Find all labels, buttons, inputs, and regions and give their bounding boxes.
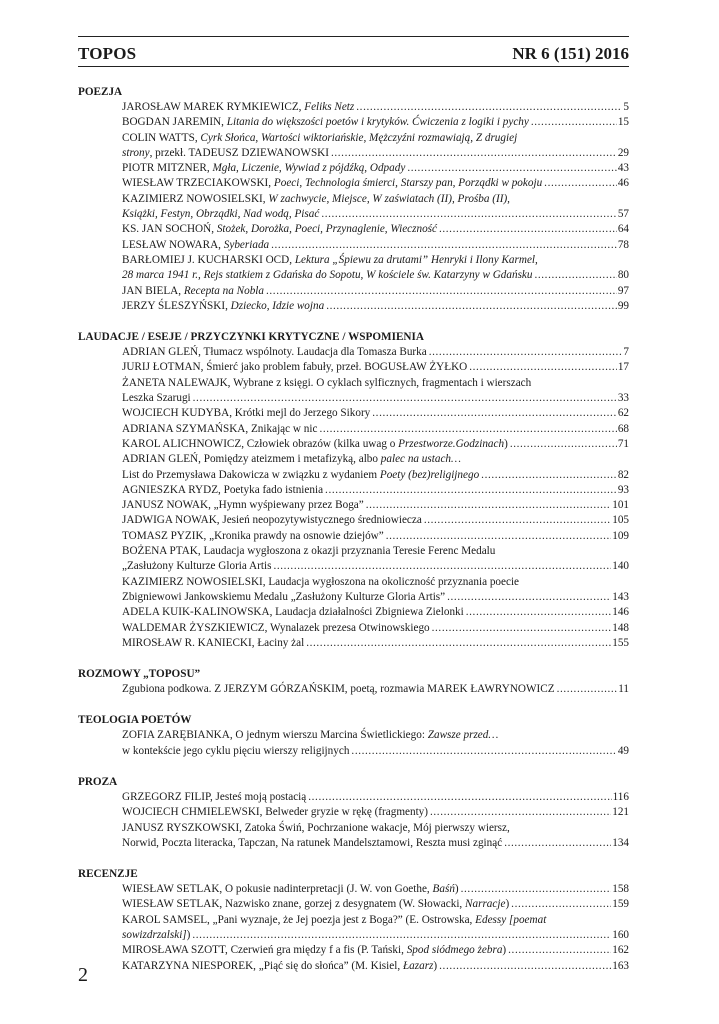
entry-page-number: 64 bbox=[617, 223, 629, 236]
italic-title: Recepta na Nobla bbox=[183, 284, 265, 297]
toc-entry bbox=[78, 238, 629, 253]
dot-leader bbox=[269, 238, 617, 253]
entry-page-number: 105 bbox=[612, 514, 629, 527]
entry-text-segment: JERZY ŚLESZYŃSKI, bbox=[122, 299, 231, 312]
toc-entry bbox=[78, 529, 629, 544]
entry-text-segment: BOGDAN JAREMIN, bbox=[122, 116, 227, 129]
entry-text-segment: ) bbox=[454, 883, 459, 896]
toc-entry-line bbox=[122, 238, 629, 253]
issue-number: NR 6 (151) 2016 bbox=[512, 44, 629, 63]
dot-leader bbox=[506, 943, 611, 958]
toc-entry-line bbox=[122, 468, 629, 483]
entry-text bbox=[122, 882, 459, 897]
entry-text-segment: ZOFIA ZARĘBIANKA, O jednym wierszu Marcina Świetlickiego: bbox=[122, 729, 428, 742]
dot-leader bbox=[502, 836, 611, 851]
toc-entry-line bbox=[122, 376, 629, 391]
entry-text bbox=[122, 193, 510, 205]
entry-text-segment: MIROSŁAWA SZOTT, Czerwień gra między f a fis (P. Tański, bbox=[122, 944, 407, 957]
entry-text-segment: Leszka Szarugi bbox=[122, 392, 191, 405]
toc-entry-line bbox=[122, 728, 629, 743]
entry-text bbox=[122, 621, 430, 636]
italic-title: Stożek, Dorożka, Poeci, Przynaglenie, Wieczność bbox=[216, 223, 437, 236]
dot-leader bbox=[323, 483, 617, 498]
dot-leader bbox=[304, 636, 611, 651]
entry-page-number: 93 bbox=[617, 483, 629, 496]
entry-text-segment: KAZIMIERZ NOWOSIELSKI, Laudacja wygłoszona na okoliczność przyznania poecie bbox=[122, 575, 520, 588]
toc-entry-line bbox=[122, 299, 629, 314]
entry-text bbox=[122, 897, 509, 912]
entry-text-segment: GRZEGORZ FILIP, Jesteś moją postacią bbox=[122, 790, 307, 803]
entry-page-number: 46 bbox=[617, 177, 629, 190]
italic-title: strony bbox=[122, 146, 150, 159]
entry-text bbox=[122, 636, 304, 651]
toc-entry bbox=[78, 100, 629, 115]
entry-text-segment: JURIJ ŁOTMAN, Śmierć jako problem fabuły, przeł. BOGUSŁAW ŻYŁKO bbox=[122, 361, 468, 374]
entry-text bbox=[122, 576, 519, 588]
toc-entry bbox=[78, 115, 629, 130]
entry-page-number: 97 bbox=[617, 284, 629, 297]
entry-text bbox=[122, 729, 498, 741]
entry-text bbox=[122, 268, 532, 283]
entry-text-segment: PIOTR MITZNER, bbox=[122, 162, 213, 175]
entry-text bbox=[122, 238, 269, 253]
dot-leader bbox=[532, 268, 616, 283]
entry-text bbox=[122, 682, 555, 697]
section-title: TEOLOGIA POETÓW bbox=[78, 714, 192, 727]
entry-text bbox=[122, 943, 506, 958]
entry-page-number: 29 bbox=[617, 146, 629, 159]
entry-page-number: 159 bbox=[612, 898, 629, 911]
entry-text bbox=[122, 345, 427, 360]
toc-section bbox=[78, 774, 629, 851]
toc-entry-line bbox=[122, 575, 629, 590]
toc-entry-line bbox=[122, 253, 629, 268]
entry-text-segment: ) bbox=[186, 929, 191, 942]
entry-page-number: 17 bbox=[617, 361, 629, 374]
toc-entry bbox=[78, 621, 629, 636]
toc-entry-line bbox=[122, 882, 629, 897]
dot-leader bbox=[190, 928, 611, 943]
entry-text-segment: JANUSZ NOWAK, „Hymn wyśpiewany przez Boga” bbox=[122, 499, 364, 512]
toc-entry-line bbox=[122, 682, 629, 697]
toc-entry-line bbox=[122, 115, 629, 130]
dot-leader bbox=[508, 437, 617, 452]
toc-entry bbox=[78, 452, 629, 483]
toc-entry bbox=[78, 513, 629, 528]
toc-entry-line bbox=[122, 406, 629, 421]
entry-text bbox=[122, 176, 542, 191]
toc-entry-line bbox=[122, 605, 629, 620]
toc-entry bbox=[78, 161, 629, 176]
dot-leader bbox=[428, 805, 611, 820]
entry-text-segment: BOŻENA PTAK, Laudacja wygłoszona z okazji przyznania Teresie Ferenc Medalu bbox=[122, 545, 496, 558]
toc-entry bbox=[78, 544, 629, 575]
entry-text-segment: AGNIESZKA RYDZ, Poetyka fado istnienia bbox=[122, 483, 324, 496]
entry-text-segment: WALDEMAR ŻYSZKIEWICZ, Wynalazek prezesa Otwinowskiego bbox=[122, 621, 430, 634]
toc-entry bbox=[78, 805, 629, 820]
entry-text-segment: KAROL ALICHNOWICZ, Człowiek obrazów (kilka uwag o bbox=[122, 437, 399, 450]
toc-entry-line bbox=[122, 345, 629, 360]
toc-entry-line bbox=[122, 513, 629, 528]
italic-title: Łazarz bbox=[402, 959, 434, 972]
dot-leader bbox=[384, 529, 612, 544]
entry-page-number: 140 bbox=[612, 560, 629, 573]
toc-entry-line bbox=[122, 805, 629, 820]
toc-entry-line bbox=[122, 559, 629, 574]
italic-title: Poeci, Technologia śmierci, Starszy pan, Porządki w pokoju bbox=[273, 177, 543, 190]
entry-text-segment: COLIN WATTS, bbox=[122, 131, 201, 144]
italic-title: Baśń bbox=[432, 883, 455, 896]
entry-text bbox=[122, 529, 384, 544]
entry-text-segment: Norwid, Poczta literacka, Tapczan, Na ratunek Mandelsztamowi, Reszta musi zginąć bbox=[122, 836, 503, 849]
journal-title: TOPOS bbox=[78, 44, 137, 63]
italic-title: Narracje bbox=[465, 898, 506, 911]
entry-text-segment: Zgubiona podkowa. Z JERZYM GÓRZAŃSKIM, poetą, rozmawia MAREK ŁAWRYNOWICZ bbox=[122, 683, 555, 696]
toc-entry-line bbox=[122, 437, 629, 452]
entry-page-number: 78 bbox=[617, 238, 629, 251]
entry-text bbox=[122, 100, 354, 115]
entry-text-segment: BARŁOMIEJ J. KUCHARSKI OCD, bbox=[122, 253, 295, 266]
page-number: 2 bbox=[78, 964, 88, 986]
entry-text-segment: ŻANETA NALEWAJK, Wybrane z księgi. O cyklach sylficznych, fragmentach i wierszach bbox=[122, 376, 532, 389]
entry-page-number: 49 bbox=[617, 744, 629, 757]
dot-leader bbox=[459, 882, 612, 897]
toc-entry bbox=[78, 821, 629, 852]
entry-text-segment: , przekł. TADEUSZ DZIEWANOWSKI bbox=[149, 146, 329, 159]
dot-leader bbox=[317, 422, 616, 437]
entry-text bbox=[122, 836, 502, 851]
dot-leader bbox=[542, 176, 617, 191]
italic-title: Zawsze przed… bbox=[427, 729, 499, 742]
toc-entry bbox=[78, 376, 629, 407]
toc-entry-line bbox=[122, 636, 629, 651]
italic-title: Syberiada bbox=[223, 238, 270, 251]
toc-entry-line bbox=[122, 391, 629, 406]
entry-text bbox=[122, 146, 329, 161]
toc-entry-line bbox=[122, 529, 629, 544]
running-header bbox=[78, 44, 629, 66]
entry-text-segment: ) bbox=[504, 437, 508, 450]
section-title: RECENZJE bbox=[78, 868, 138, 881]
entry-text bbox=[122, 468, 479, 483]
toc-entry bbox=[78, 131, 629, 162]
entry-page-number: 163 bbox=[612, 959, 629, 972]
dot-leader bbox=[354, 100, 622, 115]
italic-title: palec na ustach… bbox=[380, 453, 461, 466]
toc-entry bbox=[78, 913, 629, 944]
toc-entry bbox=[78, 636, 629, 651]
entry-text bbox=[122, 391, 191, 406]
entry-text bbox=[122, 222, 437, 237]
toc-entry-line bbox=[122, 207, 629, 222]
dot-leader bbox=[329, 146, 617, 161]
toc-section bbox=[78, 712, 629, 759]
entry-text-segment: MIROSŁAW R. KANIECKI, Łaciny żal bbox=[122, 636, 305, 649]
toc-entry-line bbox=[122, 897, 629, 912]
italic-title: Litania do większości poetów i krytyków. Ćwiczenia z logiki i pychy bbox=[226, 116, 529, 129]
toc-entry bbox=[78, 882, 629, 897]
section-title: ROZMOWY „TOPOSU” bbox=[78, 668, 201, 681]
italic-title: Lektura „Śpiewu za drutami” Henryki i Ilony Karmel, bbox=[294, 253, 538, 266]
toc-section bbox=[78, 666, 629, 697]
toc-entry bbox=[78, 943, 629, 958]
entry-text-segment: LESŁAW NOWARA, bbox=[122, 238, 224, 251]
toc-entry bbox=[78, 360, 629, 375]
entry-page-number: 5 bbox=[623, 101, 629, 113]
toc-entry bbox=[78, 345, 629, 360]
entry-text-segment: Zbigniewowi Jankowskiemu Medalu „Zasłużony Kulturze Gloria Artis” bbox=[122, 590, 446, 603]
entry-page-number: 99 bbox=[617, 299, 629, 312]
entry-page-number: 82 bbox=[617, 468, 629, 481]
entry-text bbox=[122, 483, 323, 498]
dot-leader bbox=[319, 207, 616, 222]
dot-leader bbox=[349, 744, 616, 759]
toc-entry-line bbox=[122, 959, 629, 974]
toc-entry-line bbox=[122, 498, 629, 513]
dot-leader bbox=[445, 590, 611, 605]
top-rule bbox=[78, 36, 629, 37]
dot-leader bbox=[422, 513, 611, 528]
entry-text-segment: WOJCIECH CHMIELEWSKI, Belweder gryzie w rękę (fragmenty) bbox=[122, 806, 429, 819]
entry-text-segment: KAROL SAMSEL, „Pani wyznaje, że Jej poezja jest z Boga?” (E. Ostrowska, bbox=[122, 913, 476, 926]
toc-entry-line bbox=[122, 821, 629, 836]
toc-entry bbox=[78, 959, 629, 974]
entry-text bbox=[122, 790, 306, 805]
entry-text bbox=[122, 453, 461, 465]
entry-text bbox=[122, 805, 428, 820]
entry-page-number: 162 bbox=[612, 944, 629, 957]
entry-page-number: 57 bbox=[617, 208, 629, 221]
italic-title: Feliks Netz bbox=[304, 101, 355, 113]
dot-leader bbox=[405, 161, 617, 176]
entry-page-number: 121 bbox=[612, 806, 629, 819]
entry-page-number: 80 bbox=[617, 269, 629, 282]
dot-leader bbox=[370, 406, 617, 421]
italic-title: Dziecko, Idzie wojna bbox=[230, 299, 325, 312]
toc-entry-line bbox=[122, 268, 629, 283]
entry-text bbox=[122, 377, 531, 389]
entry-text-segment: ) bbox=[502, 944, 507, 957]
italic-title: sowizdrzalski] bbox=[122, 929, 187, 942]
italic-title: W zachwycie, Miejsce, W zaświatach (II), Prośba (II), bbox=[268, 192, 510, 205]
entry-text bbox=[122, 914, 546, 926]
entry-text-segment: w kontekście jego cyklu pięciu wierszy religijnych bbox=[122, 744, 350, 757]
toc-entry-line bbox=[122, 744, 629, 759]
toc-entry bbox=[78, 897, 629, 912]
toc-entry-line bbox=[122, 146, 629, 161]
entry-text-segment: ADRIAN GLEŃ, Tłumacz wspólnoty. Laudacja dla Tomasza Burka bbox=[122, 346, 427, 359]
dot-leader bbox=[364, 498, 611, 513]
entry-text bbox=[122, 360, 467, 375]
toc-entry bbox=[78, 728, 629, 759]
toc-entry-line bbox=[122, 928, 629, 943]
entry-page-number: 43 bbox=[617, 162, 629, 175]
toc-section bbox=[78, 329, 629, 651]
entry-text-segment: KS. JAN SOCHOŃ, bbox=[122, 223, 217, 236]
italic-title: Poety (bez)religijnego bbox=[379, 468, 480, 481]
toc-section bbox=[78, 866, 629, 974]
toc-entry bbox=[78, 284, 629, 299]
toc-entry-line bbox=[122, 360, 629, 375]
toc-entry-line bbox=[122, 483, 629, 498]
toc-entry-line bbox=[122, 100, 629, 115]
entry-page-number: 134 bbox=[612, 836, 629, 849]
entry-text bbox=[122, 822, 510, 834]
toc-entry bbox=[78, 437, 629, 452]
toc-entry-line bbox=[122, 590, 629, 605]
toc-entry-line bbox=[122, 913, 629, 928]
toc-entry bbox=[78, 406, 629, 421]
table-of-contents bbox=[78, 84, 629, 989]
toc-entry bbox=[78, 682, 629, 697]
entry-text-segment: JAROSŁAW MAREK RYMKIEWICZ, bbox=[122, 101, 305, 113]
toc-entry bbox=[78, 222, 629, 237]
entry-text-segment: „Zasłużony Kulturze Gloria Artis bbox=[122, 560, 272, 573]
italic-title: Mgła, Liczenie, Wywiad z pójdźką, Odpady bbox=[212, 162, 406, 175]
entry-text-segment: ADELA KUIK-KALINOWSKA, Laudacja działalności Zbigniewa Zielonki bbox=[122, 606, 464, 619]
entry-text-segment: JADWIGA NOWAK, Jesień neopozytywistycznego średniowiecza bbox=[122, 514, 422, 527]
entry-page-number: 158 bbox=[612, 883, 629, 896]
entry-text-segment: WIESŁAW TRZECIAKOWSKI, bbox=[122, 177, 274, 190]
toc-entry bbox=[78, 498, 629, 513]
section-title: POEZJA bbox=[78, 86, 123, 98]
toc-entry bbox=[78, 790, 629, 805]
toc-entry-line bbox=[122, 452, 629, 467]
entry-page-number: 101 bbox=[612, 499, 629, 512]
entry-page-number: 68 bbox=[617, 422, 629, 435]
italic-title: Spod siódmego żebra bbox=[406, 944, 503, 957]
entry-page-number: 116 bbox=[612, 790, 629, 803]
entry-page-number: 33 bbox=[617, 392, 629, 405]
toc-entry bbox=[78, 605, 629, 620]
entry-text-segment: KAZIMIERZ NOWOSIELSKI, bbox=[122, 192, 269, 205]
entry-text bbox=[122, 161, 405, 176]
dot-leader bbox=[464, 605, 611, 620]
toc-entry-line bbox=[122, 544, 629, 559]
entry-page-number: 146 bbox=[612, 606, 629, 619]
toc-entry-line bbox=[122, 790, 629, 805]
entry-text-segment: WOJCIECH KUDYBA, Krótki mejl do Jerzego Sikory bbox=[122, 407, 371, 420]
toc-entry-line bbox=[122, 943, 629, 958]
dot-leader bbox=[430, 621, 612, 636]
entry-page-number: 155 bbox=[612, 636, 629, 649]
dot-leader bbox=[479, 468, 617, 483]
toc-entry-line bbox=[122, 176, 629, 191]
dot-leader bbox=[427, 345, 623, 360]
entry-text-segment: List do Przemysława Dakowicza w związku z wydaniem bbox=[122, 468, 380, 481]
toc-entry bbox=[78, 253, 629, 284]
toc-entry-line bbox=[122, 422, 629, 437]
header-rule bbox=[78, 66, 629, 67]
dot-leader bbox=[264, 284, 617, 299]
entry-page-number: 11 bbox=[618, 683, 629, 696]
toc-entry bbox=[78, 299, 629, 314]
toc-entry-line bbox=[122, 131, 629, 146]
entry-text bbox=[122, 284, 264, 299]
entry-text-segment: JANUSZ RYSZKOWSKI, Zatoka Świń, Pochrzanione wakacje, Mój pierwszy wiersz, bbox=[122, 821, 510, 834]
entry-page-number: 109 bbox=[612, 529, 629, 542]
entry-text-segment: WIESŁAW SETLAK, O pokusie nadinterpretacji (J. W. von Goethe, bbox=[122, 883, 433, 896]
dot-leader bbox=[467, 360, 617, 375]
toc-entry bbox=[78, 422, 629, 437]
entry-text-segment: JAN BIELA, bbox=[122, 284, 184, 297]
entry-page-number: 160 bbox=[612, 929, 629, 942]
italic-title: Przestworze.Godzinach bbox=[398, 437, 505, 450]
entry-text bbox=[122, 406, 370, 421]
entry-text-segment: KATARZYNA NIESPOREK, „Piąć się do słońca” (M. Kisiel, bbox=[122, 959, 403, 972]
entry-text bbox=[122, 132, 517, 144]
toc-section bbox=[78, 84, 629, 314]
entry-text bbox=[122, 422, 317, 437]
entry-text bbox=[122, 498, 364, 513]
dot-leader bbox=[271, 559, 611, 574]
entry-text bbox=[122, 299, 324, 314]
italic-title: Książki, Festyn, Obrządki, Nad wodą, Pisać bbox=[122, 208, 320, 221]
entry-text bbox=[122, 590, 445, 605]
italic-title: Cyrk Słońca, Wartości wiktoriańskie, Mężczyźni rozmawiają, Z drugiej bbox=[200, 131, 518, 144]
toc-entry bbox=[78, 192, 629, 223]
entry-text bbox=[122, 254, 538, 266]
toc-entry-line bbox=[122, 161, 629, 176]
entry-page-number: 15 bbox=[617, 116, 629, 129]
dot-leader bbox=[306, 790, 611, 805]
dot-leader bbox=[555, 682, 618, 697]
italic-title: Edessy [poemat bbox=[475, 913, 547, 926]
toc-entry-line bbox=[122, 621, 629, 636]
entry-text-segment: ADRIAN GLEŃ, Pomiędzy ateizmem i metafizyką, albo bbox=[122, 453, 381, 466]
toc-entry-line bbox=[122, 284, 629, 299]
entry-text bbox=[122, 513, 422, 528]
section-title: PROZA bbox=[78, 775, 118, 788]
entry-text-segment: WIESŁAW SETLAK, Nazwisko znane, gorzej z desygnatem (W. Słowacki, bbox=[122, 898, 466, 911]
section-title: LAUDACJE / ESEJE / PRZYCZYNKI KRYTYCZNE / WSPOMIENIA bbox=[78, 331, 424, 344]
dot-leader bbox=[437, 222, 617, 237]
entry-text-segment: TOMASZ PYZIK, „Kronika prawdy na osnowie dziejów” bbox=[122, 529, 384, 542]
entry-text-segment: ADRIANA SZYMAŃSKA, Znikając w nic bbox=[122, 422, 318, 435]
dot-leader bbox=[437, 959, 611, 974]
toc-entry bbox=[78, 176, 629, 191]
dot-leader bbox=[529, 115, 617, 130]
toc-entry bbox=[78, 483, 629, 498]
toc-entry-line bbox=[122, 836, 629, 851]
dot-leader bbox=[509, 897, 611, 912]
italic-title: 28 marca 1941 r., Rejs statkiem z Gdańska do Sopotu, W kościele św. Katarzyny w Gdańsku bbox=[122, 269, 533, 282]
entry-page-number: 7 bbox=[623, 346, 629, 359]
entry-text bbox=[122, 437, 508, 452]
entry-page-number: 148 bbox=[612, 621, 629, 634]
toc-entry-line bbox=[122, 222, 629, 237]
entry-text-segment: ) bbox=[433, 959, 438, 972]
dot-leader bbox=[191, 391, 617, 406]
toc-entry bbox=[78, 575, 629, 606]
entry-text bbox=[122, 559, 271, 574]
entry-text bbox=[122, 744, 349, 759]
entry-text bbox=[122, 959, 437, 974]
entry-page-number: 62 bbox=[617, 407, 629, 420]
entry-text bbox=[122, 115, 529, 130]
entry-text bbox=[122, 545, 495, 557]
toc-entry-line bbox=[122, 192, 629, 207]
entry-text bbox=[122, 207, 319, 222]
entry-text bbox=[122, 928, 190, 943]
dot-leader bbox=[324, 299, 617, 314]
entry-text bbox=[122, 605, 464, 620]
entry-page-number: 71 bbox=[617, 437, 629, 450]
entry-page-number: 143 bbox=[612, 590, 629, 603]
entry-text-segment: ) bbox=[505, 898, 510, 911]
